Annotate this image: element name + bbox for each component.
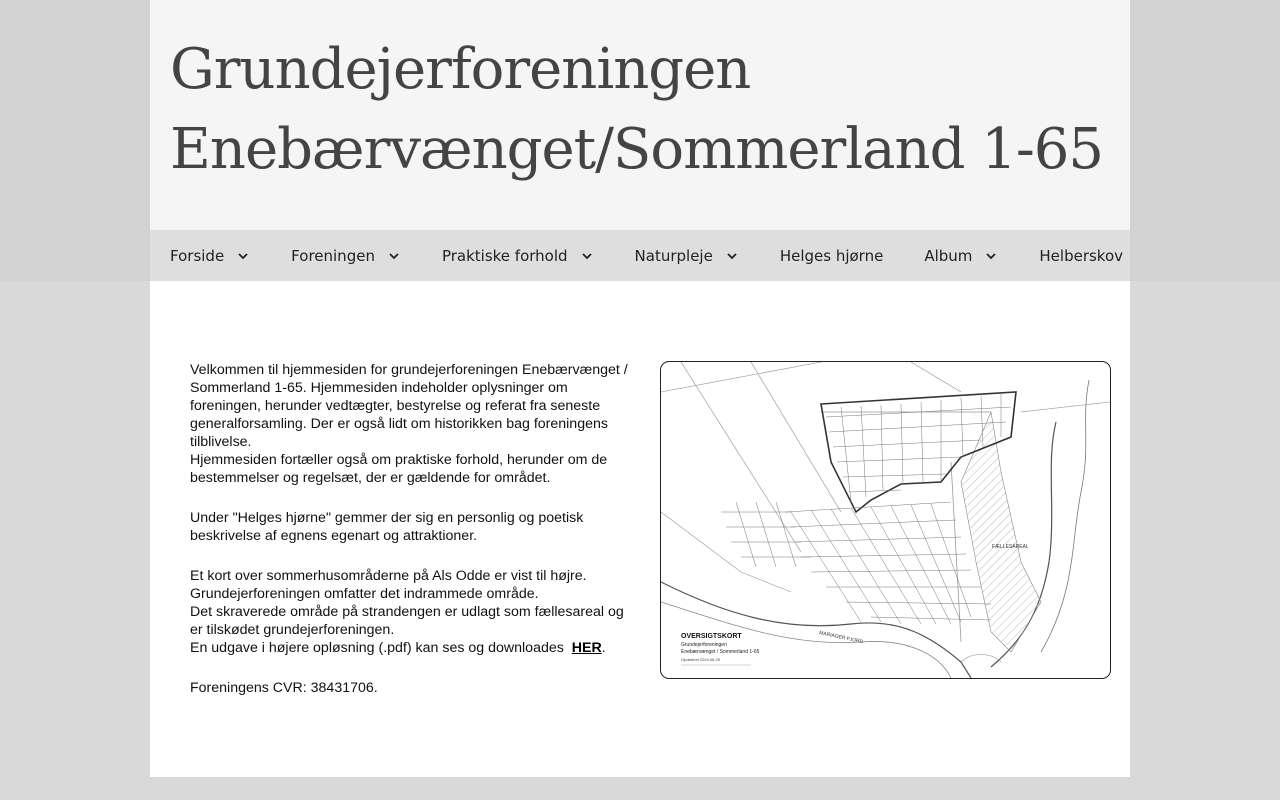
map-intro-text: Et kort over sommerhusområderne på Als Odde er vist til højre. xyxy=(190,568,587,584)
main-nav xyxy=(150,230,1130,281)
map-download-text: En udgave i højere opløsning (.pdf) kan ses og downloades xyxy=(190,640,564,656)
nav-item-helges-hjorne[interactable] xyxy=(780,247,884,265)
map-subtitle2: Enebærvænget / Sommerland 1-65 xyxy=(681,649,760,655)
download-pdf-link[interactable]: HER xyxy=(571,640,602,656)
map-label-mariager: MARIAGER FJORD xyxy=(818,630,864,646)
site-header xyxy=(150,0,1130,230)
chevron-down-icon xyxy=(236,249,250,263)
main-content xyxy=(150,281,1130,777)
map-area-text: Grundejerforeningen omfatter det indrammede område. xyxy=(190,586,539,602)
nav-item-label: Praktiske forhold xyxy=(441,246,568,265)
paragraph-welcome xyxy=(190,361,640,487)
welcome-text: Velkommen til hjemmesiden for grundejerforeningen Enebærvænget / Sommerland 1-65. Hjemmesiden indeholder oplysninger om foreningen, herunder vedtægter, bestyrelse og referat fra seneste generalforsamling. Der er også lidt om historikken bag foreningens tilblivelse. xyxy=(190,362,628,450)
nav-item-label: Helberskov xyxy=(1039,246,1124,265)
intro-text xyxy=(190,361,640,719)
nav-item-label: Helges hjørne xyxy=(779,246,884,265)
site-container xyxy=(150,0,1130,777)
nav-item-helberskov[interactable] xyxy=(1039,247,1123,265)
nav-item-naturpleje[interactable] xyxy=(635,247,739,265)
site-title[interactable] xyxy=(170,30,1110,190)
map-title: OVERSIGTSKORT xyxy=(681,633,742,640)
period: . xyxy=(601,640,606,656)
chevron-down-icon xyxy=(387,249,401,263)
paragraph-helges: Under "Helges hjørne" gemmer der sig en personlig og poetisk beskrivelse af egnens egenart og attraktioner. xyxy=(190,510,584,544)
chevron-down-icon xyxy=(725,249,739,263)
nav-item-forside[interactable] xyxy=(170,247,250,265)
chevron-down-icon xyxy=(580,249,594,263)
overview-map[interactable] xyxy=(660,361,1111,679)
nav-item-label: Foreningen xyxy=(291,246,375,265)
nav-item-praktiske-forhold[interactable] xyxy=(442,247,594,265)
map-drawing xyxy=(661,362,1110,678)
map-updated: Opdateret 2024.06.25 xyxy=(681,657,720,662)
site-title-line1: Grundejerforeningen xyxy=(170,37,751,102)
chevron-down-icon xyxy=(984,249,998,263)
map-shaded-text: Det skraverede område på strandengen er udlagt som fællesareal og er tilskødet grundejerforeningen. xyxy=(190,604,624,638)
nav-item-label: Forside xyxy=(170,246,225,265)
map-label-faellesareal: FÆLLESAREAL xyxy=(992,544,1029,550)
practical-text: Hjemmesiden fortæller også om praktiske forhold, herunder om de bestemmelser og regelsæt, der er gældende for området. xyxy=(190,452,608,486)
nav-item-label: Naturpleje xyxy=(634,246,713,265)
site-title-line2: Enebærvænget/Sommerland 1-65 xyxy=(170,117,1104,182)
paragraph-map xyxy=(190,567,640,657)
map-subtitle1: Grundejerforeningen xyxy=(681,642,727,648)
nav-item-foreningen[interactable] xyxy=(291,247,401,265)
paragraph-cvr: Foreningens CVR: 38431706. xyxy=(190,680,378,696)
nav-item-album[interactable] xyxy=(924,247,998,265)
nav-item-label: Album xyxy=(924,246,973,265)
